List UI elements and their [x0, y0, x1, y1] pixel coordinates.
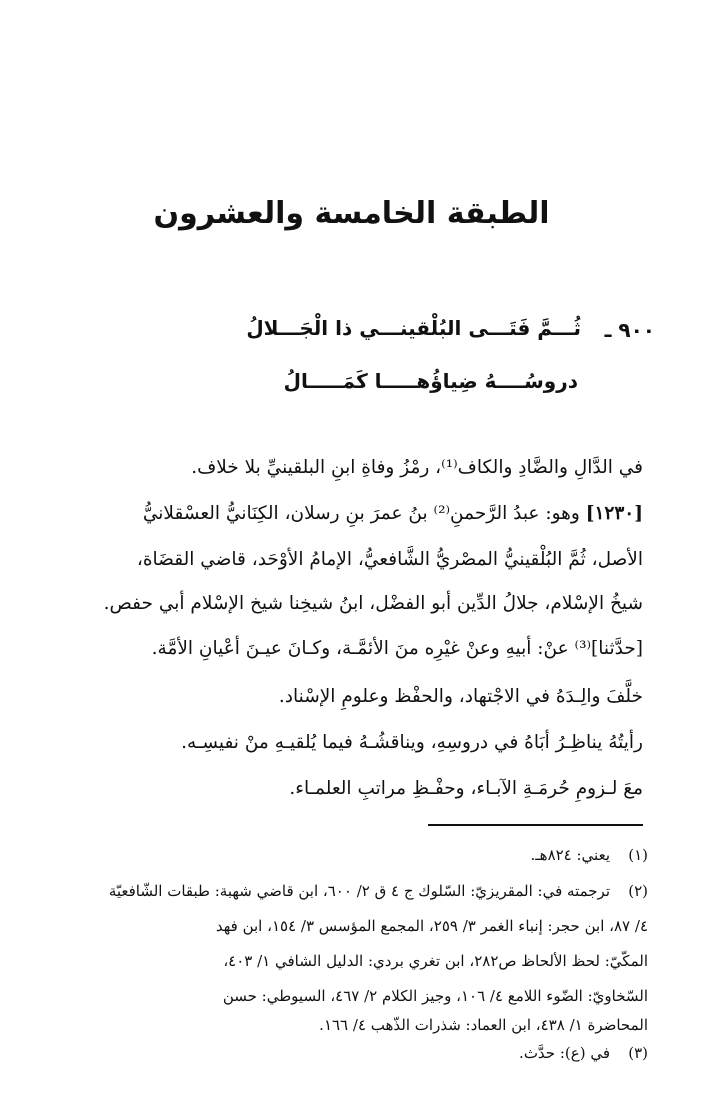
- narration-line-4: معَ لـزومِ حُرمَـةِ الآبـاء، وحفْـظِ مراتبِ العلمـاء.: [289, 778, 643, 799]
- biography-text-1: وهو: عبدُ الرَّحمنِ⁽²⁾ بنُ عمرَ بنِ رسلان، الكِنَانيُّ العسْقلانيُّ: [142, 503, 580, 524]
- narration-line-2: خلَّفَ والِـدَهُ في الاجْتهاد، والحفْظ وعلومِ الإسْناد.: [278, 686, 643, 707]
- page-title: الطبقة الخامسة والعشرون: [153, 196, 550, 231]
- biography-line-1: [53, 503, 643, 525]
- verse-number: ٩٠٠ ـ: [604, 318, 655, 342]
- footnote-1: [53, 846, 648, 864]
- footnote-2-line-5: المحاضرة ١/ ٤٣٨، ابن العماد: شذرات الذّهب ٤/ ١٦٦.: [319, 1016, 648, 1034]
- biography-line-2: الأصل، ثُمَّ البُلْقينيُّ المصْريُّ الشَّافعيُّ، الإمامُ الأوْحَد، قاضي القضَاة،: [136, 549, 643, 570]
- verse-explanation: في الدَّالِ والضَّادِ والكاف⁽¹⁾، رمْزُ وفاةِ ابنِ البلقينيِّ بلا خلاف.: [191, 457, 643, 478]
- footnote-2-number: (٢): [628, 882, 648, 900]
- footnote-3-text: في (ع): حدَّث.: [519, 1044, 610, 1062]
- footnote-2-line-2: ٤/ ٨٧، ابن حجر: إنباء الغمر ٣/ ٢٥٩، المجمع المؤسس ٣/ ١٥٤، ابن فهد: [215, 917, 648, 935]
- verse-hemistich-2: دروسُــــهُ ضِياؤُهـــــا كَمَـــــالُ: [283, 369, 578, 393]
- footnote-2-line-3: المكّيّ: لحظ الألحاظ ص٢٨٢، ابن تغري بردي: الدليل الشافي ١/ ٤٠٣،: [223, 952, 648, 970]
- footnote-3-number: (٣): [628, 1044, 648, 1062]
- entry-number: [١٢٣٠]: [585, 503, 643, 524]
- verse-hemistich-1: ثُـــمَّ فَتَـــى البُلْقينـــي ذا الْجَـــلالُ: [246, 316, 581, 340]
- footnote-2-text-1: ترجمته في: المقريزيّ: السّلوك ج ٤ ق ٢/ ٦٠٠، ابن قاضي شهبة: طبقات الشّافعيّة: [108, 882, 610, 900]
- footnote-1-text: يعني: ٨٢٤هـ.: [530, 846, 610, 864]
- narration-line-1: [حدَّثنا]⁽³⁾ عنْ: أبيهِ وعنْ غيْرِه منَ الأئمَّـة، وكـانَ عيـنَ أعْيانِ الأمَّة.: [151, 638, 643, 659]
- footnote-separator: [428, 824, 643, 826]
- footnote-1-number: (١): [628, 846, 648, 864]
- narration-line-3: رأيتُهُ يناظِـرُ أبَاهُ في دروسِهِ، ويناقشُـهُ فيما يُلقيـهِ منْ نفيسِـه.: [181, 732, 643, 753]
- footnote-2-line-4: السّخاويّ: الضّوء اللامع ٤/ ١٠٦، وجيز الكلام ٢/ ٤٦٧، السيوطي: حسن: [222, 987, 648, 1005]
- footnote-2-line-1: [53, 882, 648, 900]
- biography-line-3: شيخُ الإسْلام، جلالُ الدِّين أبو الفضْل، ابنُ شيخِنا شيخ الإسْلام أبي حفص.: [103, 593, 643, 614]
- footnote-3: [53, 1044, 648, 1062]
